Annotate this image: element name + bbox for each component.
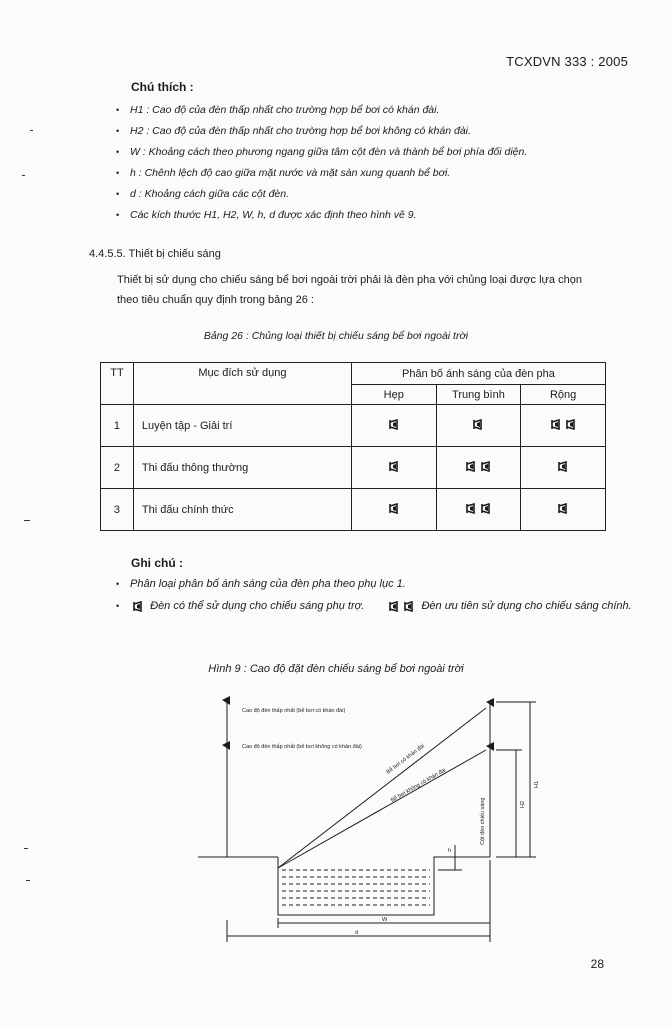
label-h1: H1 [534, 780, 540, 788]
beam-line-with-stands [278, 708, 486, 868]
pool-outline [278, 857, 490, 915]
bullet-icon: • [116, 189, 120, 199]
floodlight-icon-group [551, 419, 576, 430]
label-beam-no-stands: Bể bơi không có khán đài [390, 767, 447, 804]
cell-wide [521, 489, 606, 531]
remark-item [116, 600, 632, 612]
floodlight-icon [404, 601, 414, 612]
floodlight-icon-group [389, 503, 399, 514]
cell-tt: 2 [101, 447, 134, 489]
notes-list [116, 100, 636, 226]
bullet-icon: • [116, 579, 120, 589]
document-code: TCXDVN 333 : 2005 [506, 54, 628, 69]
header-medium: Trung bình [436, 385, 521, 405]
floodlight-icon [566, 419, 576, 430]
note-text: Các kích thước H1, H2, W, h, d được xác định theo hình vẽ 9. [130, 209, 417, 221]
header-wide: Rộng [521, 385, 606, 405]
label-h: h [448, 848, 452, 854]
floodlight-icon [481, 461, 491, 472]
header-distribution: Phân bố ánh sáng của đèn pha [351, 363, 605, 385]
remark-item [116, 578, 406, 590]
note-text: W : Khoảng cách theo phương ngang giữa tâm cột đèn và thành bể bơi phía đối diện. [130, 146, 528, 158]
floodlight-icon-group [389, 419, 399, 430]
cell-narrow [351, 447, 436, 489]
floodlight-icon [389, 601, 399, 612]
note-text: d : Khoảng cách giữa các cột đèn. [130, 188, 290, 200]
label-min-height-with-stands: Cao độ đèn thấp nhất (bể bơi có khán đài) [242, 708, 346, 714]
floodlight-icon-group [473, 419, 483, 430]
header-narrow: Hẹp [351, 385, 436, 405]
cell-tt: 1 [101, 405, 134, 447]
floodlight-pair-icon [389, 601, 414, 612]
floodlight-icon [389, 503, 399, 514]
note-text: H1 : Cao độ của đèn thấp nhất cho trường hợp bể bơi có khán đài. [130, 104, 440, 116]
remark-text: Phân loại phân bố ánh sáng của đèn pha theo phụ lục 1. [130, 578, 406, 590]
cell-tt: 3 [101, 489, 134, 531]
floodlight-icon [551, 419, 561, 430]
header-purpose: Mục đích sử dụng [133, 363, 351, 405]
bullet-icon: • [116, 168, 120, 178]
table-caption: Bảng 26 : Chủng loại thiết bị chiếu sáng bể bơi ngoài trời [203, 330, 469, 342]
bullet-icon: • [116, 147, 120, 157]
note-item [116, 142, 636, 163]
label-d: d [355, 930, 359, 936]
note-item [116, 100, 636, 121]
floodlight-icon [558, 461, 568, 472]
floodlight-icon [222, 741, 230, 750]
note-item [116, 121, 636, 142]
cell-medium [436, 405, 521, 447]
floodlight-icon [133, 601, 143, 612]
lighting-table [100, 362, 606, 531]
floodlight-icon [481, 503, 491, 514]
remark-text-main: Đèn ưu tiên sử dụng cho chiếu sáng chính. [421, 600, 632, 612]
label-beam-with-stands: Bể bơi có khán đài [385, 743, 426, 776]
floodlight-icon [222, 696, 230, 705]
table-row [101, 489, 606, 531]
header-tt: TT [101, 363, 134, 405]
floodlight-icon [389, 461, 399, 472]
table-row [101, 405, 606, 447]
cell-purpose: Luyện tập - Giải trí [133, 405, 351, 447]
floodlight-icon-group [466, 461, 491, 472]
bullet-icon: • [116, 210, 120, 220]
floodlight-icon-group [558, 461, 568, 472]
figure-caption: Hình 9 : Cao độ đặt đèn chiếu sáng bể bơi ngoài trời [208, 663, 464, 675]
floodlight-icon [473, 419, 483, 430]
margin-mark [24, 848, 28, 849]
bullet-icon: • [116, 601, 120, 611]
margin-mark [22, 175, 25, 176]
notes-title: Chú thích : [131, 80, 194, 94]
cell-purpose: Thi đấu thông thường [133, 447, 351, 489]
note-text: h : Chênh lệch độ cao giữa mặt nước và mặt sàn xung quanh bể bơi. [130, 167, 451, 179]
note-item [116, 163, 636, 184]
floodlight-icon-group [389, 461, 399, 472]
lamp-icons [222, 696, 494, 751]
water-hatching [282, 870, 430, 905]
floodlight-icon-group [466, 503, 491, 514]
label-min-height-no-stands: Cao độ đèn thấp nhất (bể bơi không có khán đài) [242, 744, 362, 750]
margin-mark [30, 130, 33, 131]
floodlight-icon [466, 461, 476, 472]
page-number: 28 [590, 957, 604, 971]
cell-purpose: Thi đấu chính thức [133, 489, 351, 531]
floodlight-icon [466, 503, 476, 514]
bullet-icon: • [116, 126, 120, 136]
remarks-title: Ghi chú : [131, 556, 183, 570]
floodlight-icon-group [558, 503, 568, 514]
margin-mark [24, 520, 30, 521]
section-heading: 4.4.5.5. Thiết bị chiếu sáng [89, 248, 221, 260]
table-row [101, 447, 606, 489]
cell-narrow [351, 489, 436, 531]
bullet-icon: • [116, 105, 120, 115]
remark-text-aux: Đèn có thể sử dụng cho chiếu sáng phụ trợ. [150, 600, 365, 612]
note-item [116, 184, 636, 205]
label-w: W [382, 917, 388, 923]
cell-narrow [351, 405, 436, 447]
note-text: H2 : Cao độ của đèn thấp nhất cho trường hợp bể bơi không có khán đài. [130, 125, 471, 137]
cell-medium [436, 489, 521, 531]
margin-mark [26, 880, 30, 881]
cell-wide [521, 405, 606, 447]
pool-lighting-diagram [190, 690, 550, 950]
label-h2: H2 [520, 800, 526, 808]
cell-wide [521, 447, 606, 489]
note-item [116, 205, 636, 226]
floodlight-icon [389, 419, 399, 430]
section-paragraph: Thiết bị sử dụng cho chiếu sáng bể bơi ngoài trời phải là đèn pha với chủng loại được lựa chọn theo tiêu chuẩn quy định trong bảng 26 : [117, 274, 582, 306]
cell-medium [436, 447, 521, 489]
floodlight-icon [558, 503, 568, 514]
label-pole: Cột đèn chiếu sáng [480, 797, 486, 845]
floodlight-icon [133, 601, 143, 612]
